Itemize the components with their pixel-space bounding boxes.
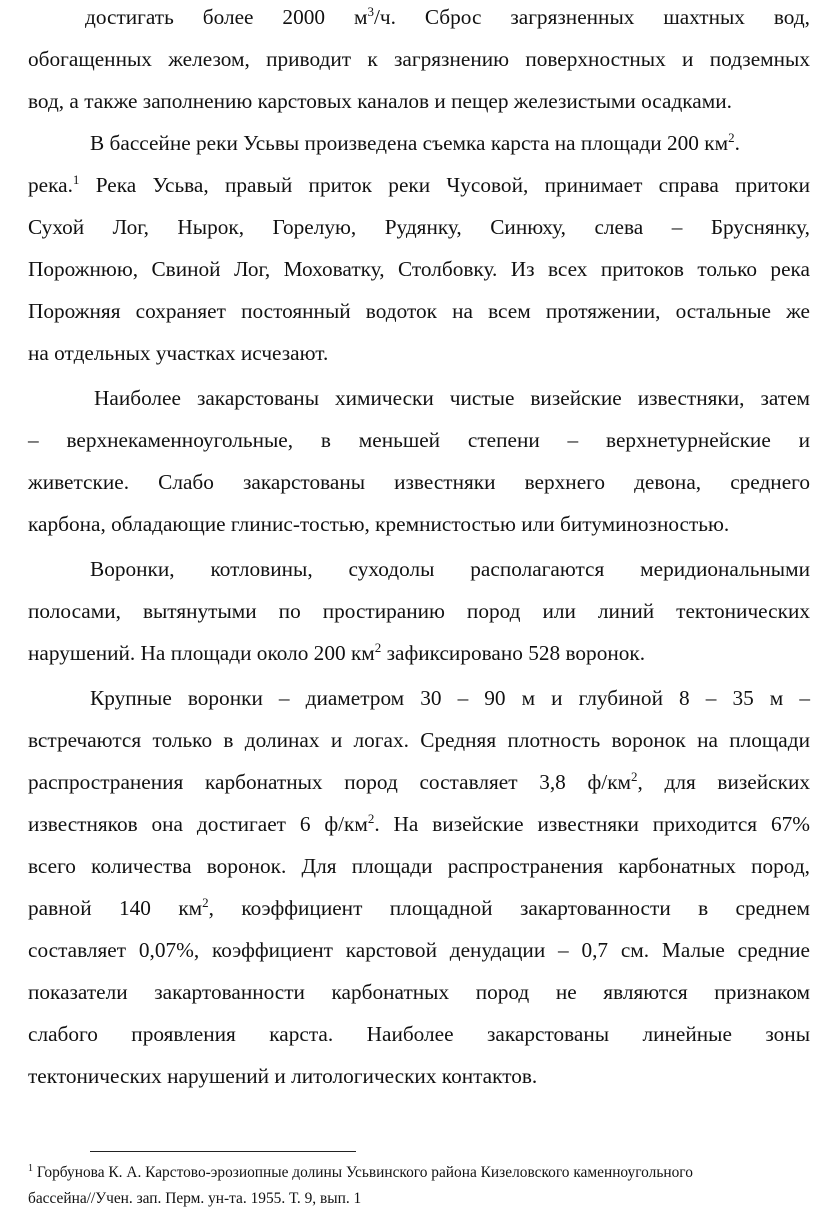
footnote-line: $^1$ Горбунова К. А. Карстово-эрозиопные долины Усьвинского района Кизеловского каменноугольного — [28, 1163, 693, 1181]
text-line: Воронки, котловины, суходолы располагаются меридиональными — [90, 557, 810, 581]
text-line: обогащенных железом, приводит к загрязнению поверхностных и подземных — [28, 47, 810, 71]
text-line: тектонических нарушений и литологических контактов. — [28, 1064, 538, 1088]
text-line: В бассейне реки Усьвы произведена съемка карста на площади 200 $км^2$. — [90, 130, 740, 155]
text-line: Крупные воронки – диаметром 30 – 90 м и глубиной 8 – 35 м – — [90, 686, 810, 710]
text-line: Порожняя сохраняет постоянный водоток на всем протяжении, остальные же — [28, 299, 810, 323]
text-line: всего количества воронок. Для площади распространения карбонатных пород, — [28, 854, 810, 878]
text-line: составляет 0,07%, коэффициент карстовой денудации – 0,7 см. Малые средние — [28, 938, 810, 962]
footnote-line: бассейна//Учен. зап. Перм. ун-та. 1955. Т. 9, вып. 1 — [28, 1190, 362, 1207]
text-line: Наиболее закарстованы химически чистые визейские известняки, затем — [94, 386, 810, 410]
text-line: карбона, обладающие глинис-тостью, кремнистостью или битуминозностью. — [28, 512, 730, 536]
text-line: живетские. Слабо закарстованы известняки верхнего девона, среднего — [28, 470, 810, 494]
text-line: на отдельных участках исчезают. — [28, 341, 329, 365]
text-line: нарушений. На площади около 200 $км^2$ зафиксировано 528 воронок. — [28, 640, 646, 665]
text-line: достигать более 2000 $м^3/ч$. Сброс загрязненных шахтных вод, — [85, 4, 810, 29]
text-line: полосами, вытянутыми по простиранию пород или линий тектонических — [28, 599, 810, 623]
text-line: показатели закартованности карбонатных пород не являются признаком — [28, 980, 810, 1004]
text-line: равной 140 $км^2$, коэффициент площадной закартованности в среднем — [28, 895, 810, 920]
text-line: Порожнюю, Свиной Лог, Моховатку, Столбовку. Из всех притоков только река — [28, 257, 810, 281]
text-line: – верхнекаменноугольные, в меньшей степени – верхнетурнейские и — [28, 428, 810, 452]
text-line: встречаются только в долинах и логах. Средняя плотность воронок на площади — [28, 728, 810, 752]
text-line: слабого проявления карста. Наиболее закарстованы линейные зоны — [28, 1022, 810, 1046]
text-line: вод, а также заполнению карстовых каналов и пещер железистыми осадками. — [28, 89, 732, 113]
text-line: распространения карбонатных пород составляет 3,8 $ф/км^2$, для визейских — [28, 769, 810, 794]
text-line: известняков она достигает 6 $ф/км^2$. На визейские известняки приходится 67% — [28, 811, 810, 836]
text-line: река.$^1$ Река Усьва, правый приток реки Чусовой, принимает справа притоки — [28, 172, 810, 197]
text-line: Сухой Лог, Нырок, Горелую, Рудянку, Синюху, слева – Бруснянку, — [28, 215, 810, 239]
footnote-separator — [90, 1151, 356, 1152]
